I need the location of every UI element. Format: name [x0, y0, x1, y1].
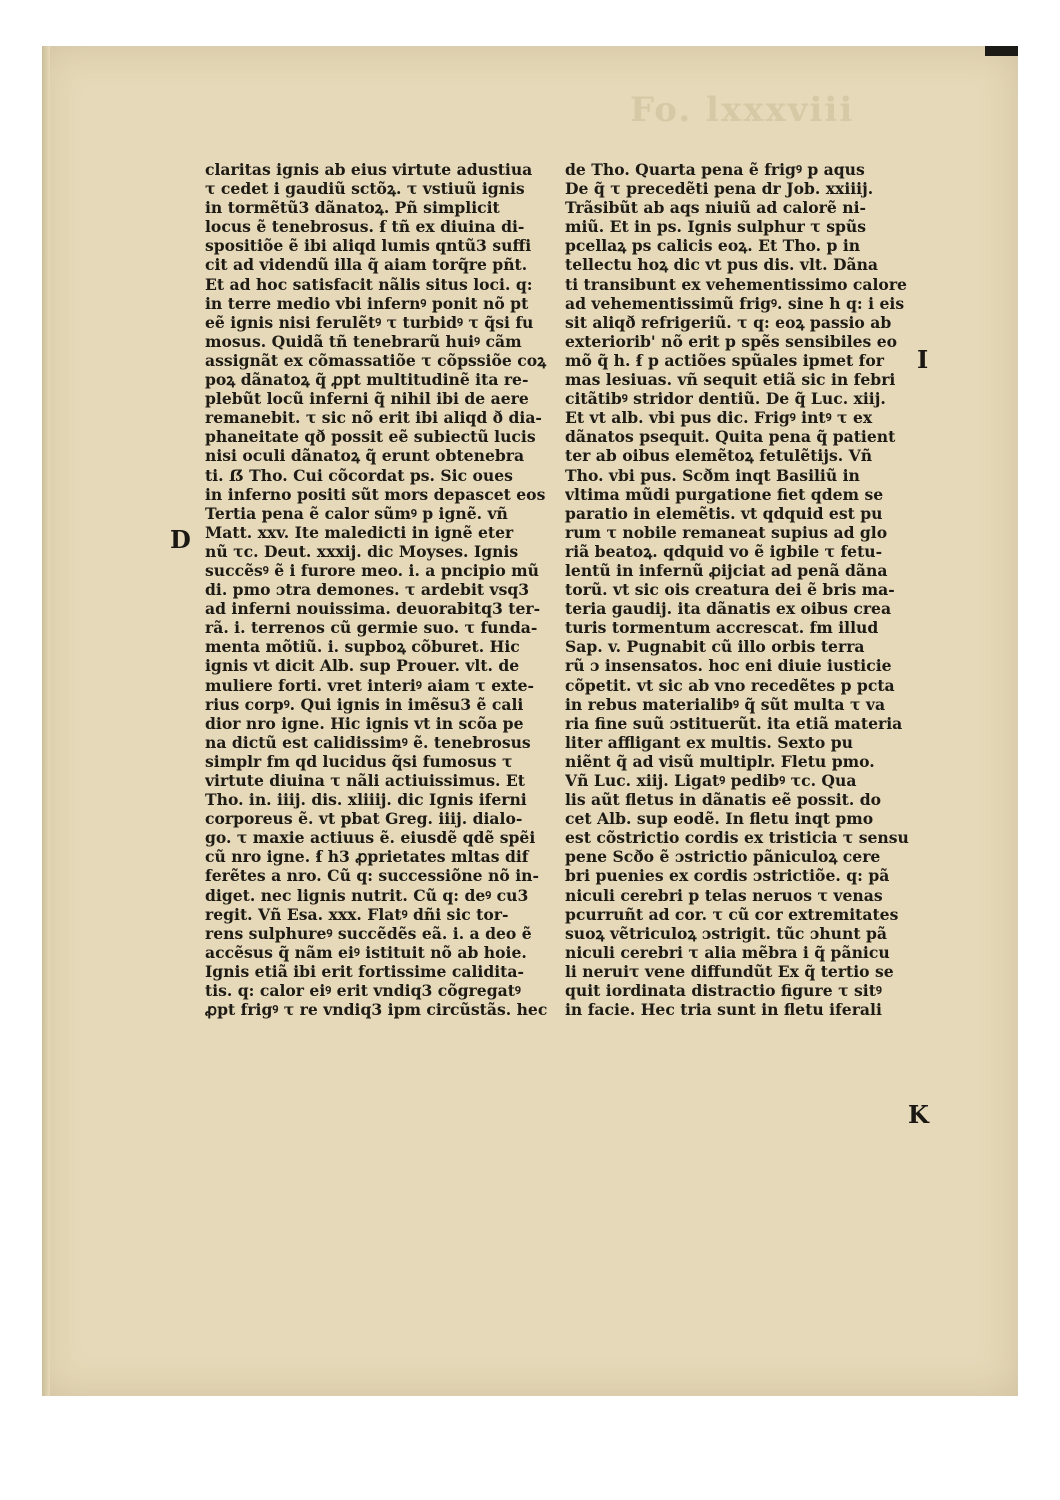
text-line: corporeus ẽ. vt pbat Greg. iiij. dialo- — [205, 809, 523, 829]
left-text-column — [205, 160, 560, 1019]
text-line: pcurruñt ad cor. τ cũ cor extremitates — [565, 904, 899, 924]
text-line: rã. i. terrenos cũ germie suo. τ funda- — [205, 618, 538, 638]
text-line: niẽnt q̃ ad visũ multiplr. Fletu pmo. — [565, 751, 875, 771]
text-line: lentũ in infernũ ꝓijciat ad penã dãna — [565, 560, 888, 580]
text-line: simplr fm qd lucidus q̃si fumosus τ — [205, 751, 513, 771]
text-line: cõpetit. vt sic ab vno recedẽtes p pcta — [565, 675, 895, 695]
text-line: assignãt ex cõmassatiõe τ cõpssiõe coꝝ — [205, 350, 547, 370]
text-line: in tormẽtũ3 dãnatoꝝ. Pñ simplicit — [205, 198, 500, 218]
text-line: rens sulphureꝰ succẽdẽs eã. i. a deo ẽ — [205, 923, 532, 943]
text-line: rum τ nobile remaneat supius ad glo — [565, 522, 888, 542]
text-line: Tho. vbi pus. Scðm inqt Basiliũ in — [565, 465, 860, 485]
margin-letter-left: D — [170, 525, 191, 554]
text-line: suoꝝ vẽtriculoꝝ ɔstrigit. tũc ɔhunt pã — [565, 923, 887, 943]
text-line: di. pmo ɔtra demones. τ ardebit vsq3 — [205, 580, 530, 600]
corner-tab — [985, 46, 1018, 56]
text-line: dior nro igne. Hic ignis vt in scõa pe — [205, 713, 524, 733]
text-line: τ cedet i gaudiũ sctõꝝ. τ vstiuũ ignis — [205, 179, 525, 199]
text-line: de Tho. Quarta pena ẽ frigꝰ p aqus — [565, 160, 865, 179]
text-line: Tertia pena ẽ calor sũmꝰ p ignẽ. vñ — [205, 503, 508, 523]
text-line: ter ab oibus elemẽtoꝝ fetulẽtijs. Vñ — [565, 446, 873, 466]
text-line: phaneitate qð possit eẽ subiectũ lucis — [205, 427, 536, 447]
text-line: paratio in elemẽtis. vt qdquid est pu — [565, 503, 883, 523]
text-line: claritas ignis ab eius virtute adustiua — [205, 160, 533, 179]
text-line: ferẽtes a nro. Cũ q: successiõne nõ in- — [205, 866, 539, 886]
text-line: niculi cerebri τ alia mẽbra i q̃ pãnicu — [565, 942, 890, 962]
text-line: spositiõe ẽ ibi aliqd lumis qntũ3 suffi — [205, 236, 532, 256]
text-line: rũ ɔ insensatos. hoc eni diuie iusticie — [565, 656, 892, 676]
text-line: diget. nec lignis nutrit. Cũ q: deꝰ cu3 — [205, 885, 529, 905]
text-line: na dictũ est calidissimꝰ ẽ. tenebrosus — [205, 732, 531, 752]
text-line: De q̃ τ precedẽti pena dr Job. xxiiij. — [565, 179, 874, 199]
text-line: Trãsibũt ab aqs niuiũ ad calorẽ ni- — [565, 198, 866, 218]
text-line: Sap. v. Pugnabit cũ illo orbis terra — [565, 637, 865, 657]
text-line: Tho. in. iiij. dis. xliiij. dic Ignis iferni — [205, 790, 527, 810]
text-line: remanebit. τ sic nõ erit ibi aliqd ð dia- — [205, 408, 542, 428]
text-line: mas lesiuas. vñ sequit etiã sic in febri — [565, 370, 896, 390]
text-line: miũ. Et in ps. Ignis sulphur τ spũs — [565, 217, 867, 237]
text-line: eẽ ignis nisi ferulẽtꝰ τ turbidꝰ τ q̃si fu — [205, 312, 534, 332]
text-line: locus ẽ tenebrosus. ẜ tñ ex diuina di- — [205, 217, 525, 237]
text-line: ria fine suũ ɔstituerũt. ita etiã materia — [565, 713, 903, 733]
text-line: muliere forti. vret interiꝰ aiam τ exte- — [205, 675, 535, 695]
text-line: in facie. Hec tria sunt in fletu iferali — [565, 1000, 882, 1020]
text-line: sit aliqð refrigeriũ. τ q: eoꝝ passio ab — [565, 312, 892, 332]
text-line: tis. q: calor eiꝰ erit vndiq3 cõgregatꝰ — [205, 981, 521, 1001]
text-line: Matt. xxv. Ite maledicti in ignẽ eter — [205, 522, 514, 542]
text-line: in inferno positi sũt mors depascet eos — [205, 484, 546, 504]
text-line: rius corpꝰ. Qui ignis in imẽsu3 ẽ cali — [205, 694, 524, 714]
text-line: ti transibunt ex vehementissimo calore — [565, 274, 907, 294]
text-line: turis tormentum accrescat. fm illud — [565, 618, 879, 638]
text-line: ti. ẞ Tho. Cui cõcordat ps. Sic oues — [205, 465, 513, 485]
text-line: tellectu hoꝝ dic vt pus dis. vlt. Dãna — [565, 255, 879, 275]
text-line: lis aũt fletus in dãnatis eẽ possit. do — [565, 790, 882, 810]
text-line: in rebus materialibꝰ q̃ sũt multa τ va — [565, 694, 886, 714]
running-head: Fo. lxxxviii — [630, 90, 855, 130]
text-line: niculi cerebri p telas neruos τ venas — [565, 885, 883, 905]
text-line: menta mõtiũ. i. supboꝝ cõburet. Hic — [205, 637, 520, 657]
text-line: regit. Vñ Esa. xxx. Flatꝰ dñi sic tor- — [205, 904, 509, 924]
text-line: mosus. Quidã tñ tenebrarũ huiꝰ cãm — [205, 331, 522, 351]
text-line: ad vehementissimũ frigꝰ. sine h q: i eis — [565, 293, 905, 313]
text-line: Vñ Luc. xiij. Ligatꝰ pedibꝰ τc. Qua — [565, 771, 857, 790]
text-line: nisi oculi dãnatoꝝ q̃ erunt obtenebra — [205, 446, 525, 466]
text-line: ignis vt dicit Alb. sup Prouer. vlt. de — [205, 656, 520, 676]
text-line: cet Alb. sup eodẽ. In fletu inqt pmo — [565, 809, 874, 829]
text-line: nũ τc. Deut. xxxij. dic Moyses. Ignis — [205, 541, 519, 561]
text-line: est cõstrictio cordis ex tristicia τ sensu — [565, 828, 909, 848]
text-line: liter affligant ex multis. Sexto pu — [565, 732, 853, 752]
text-line: go. τ maxie actiuus ẽ. eiusdẽ qdẽ spẽi — [205, 828, 536, 848]
text-line: accẽsus q̃ nãm eiꝰ istituit nõ ab hoie. — [205, 942, 527, 962]
text-line: in terre medio vbi infernꝰ ponit nõ pt — [205, 293, 529, 313]
text-line: dãnatos psequit. Quita pena q̃ patient — [565, 427, 896, 447]
text-line: mõ q̃ h. ẜ p actiões spũales ipmet for — [565, 350, 884, 370]
text-line: Ignis etiã ibi erit fortissime calidita- — [205, 961, 524, 981]
text-line: pcellaꝝ ps calicis eoꝝ. Et Tho. p in — [565, 236, 861, 256]
text-line: plebũt locũ inferni q̃ nihil ibi de aere — [205, 389, 529, 409]
text-line: succẽsꝰ ẽ i furore meo. i. a pncipio mũ — [205, 560, 539, 580]
text-line: ad inferni nouissima. deuorabitq3 ter- — [205, 599, 541, 619]
text-line: cũ nro igne. ẜ h3 ꝓprietates mltas dif — [205, 847, 529, 867]
text-line: vltima mũdi purgatione fiet qdem se — [565, 484, 884, 504]
text-line: teria gaudij. ita dãnatis ex oibus crea — [565, 599, 892, 619]
text-line: pene Scðo ẽ ɔstrictio pãniculoꝝ cere — [565, 847, 881, 867]
text-line: torũ. vt sic ois creatura dei ẽ bris ma- — [565, 580, 895, 600]
text-line: virtute diuina τ nãli actiuissimus. Et — [205, 771, 525, 790]
text-line: bri puenies ex cordis ɔstrictiõe. q: pã — [565, 866, 890, 886]
text-line: poꝝ dãnatoꝝ q̃ ꝓpt multitudinẽ ita re- — [205, 370, 529, 390]
text-line: li neruiτ vene diffundũt Ex q̃ tertio se — [565, 961, 894, 981]
text-line: cit ad videndũ illa q̃ aiam torq̃re pñt. — [205, 255, 528, 275]
text-line: quit iordinata distractio figure τ sitꝰ — [565, 981, 882, 1001]
margin-letter-right-lower: K — [908, 1100, 929, 1129]
text-line: ꝓpt frigꝰ τ re vndiq3 ipm circũstãs. hec — [205, 1000, 548, 1020]
right-text-column — [565, 160, 955, 1019]
text-line: exteriorib' nõ erit p spẽs sensibiles eo — [565, 331, 898, 351]
text-line: citãtibꝰ stridor dentiũ. De q̃ Luc. xiij. — [565, 389, 886, 409]
text-line: Et vt alb. vbi pus dic. Frigꝰ intꝰ τ ex — [565, 408, 873, 428]
page-edge-shadow — [42, 46, 50, 1396]
margin-letter-right-upper: I — [917, 345, 929, 374]
text-line: Et ad hoc satisfacit nãlis situs loci. q: — [205, 274, 533, 294]
text-line: riã beatoꝝ. qdquid vo ẽ igbile τ fetu- — [565, 541, 883, 561]
